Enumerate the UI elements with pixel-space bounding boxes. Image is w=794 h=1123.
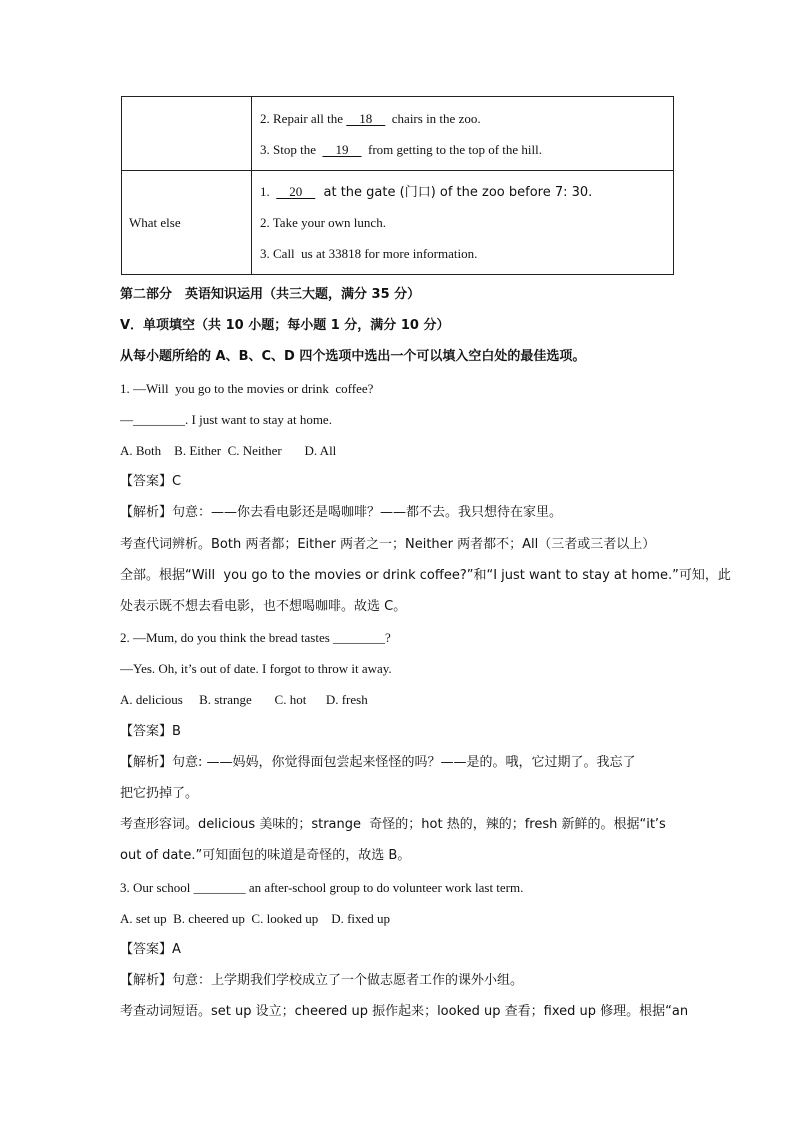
document-body bbox=[120, 279, 731, 1028]
answer-line: 【答案】C bbox=[120, 474, 182, 490]
line-text: 1. bbox=[260, 184, 277, 199]
question-1 bbox=[120, 373, 731, 623]
analysis-line: 【解析】句意：——你去看电影还是喝咖啡？——都不去。我只想待在家里。 bbox=[120, 505, 563, 521]
question-2 bbox=[120, 622, 680, 872]
part-title: 第二部分 英语知识运用（共三大题，满分 35 分） bbox=[120, 287, 421, 302]
notice-table bbox=[121, 96, 674, 275]
table-row-content bbox=[252, 171, 674, 275]
analysis-line: 【解析】句意：上学期我们学校成立了一个做志愿者工作的课外小组。 bbox=[120, 973, 524, 989]
answer-line: 【答案】A bbox=[120, 941, 181, 957]
table-row-content bbox=[252, 97, 674, 171]
table-line bbox=[260, 207, 673, 238]
question-options: A. set up B. cheered up C. looked up D. fixed up bbox=[120, 910, 391, 926]
blank-20: 20 bbox=[276, 184, 316, 199]
analysis-line: out of date.”可知面包的味道是奇怪的，故选 B。 bbox=[120, 848, 411, 864]
question-stem-2: —Yes. Oh, it’s out of date. I forgot to throw it away. bbox=[120, 661, 392, 677]
analysis-line: 【解析】句意: ——妈妈，你觉得面包尝起来怪怪的吗？——是的。哦，它过期了。我忘了 bbox=[120, 754, 636, 770]
question-stem: 2. —Mum, do you think the bread tastes ________? bbox=[120, 630, 391, 646]
section-subtitle: V．单项填空（共 10 小题；每小题 1 分，满分 10 分） bbox=[120, 318, 450, 334]
table-line bbox=[260, 134, 673, 165]
line-text: 3. Stop the bbox=[260, 141, 323, 157]
question-options: A. Both B. Either C. Neither D. All bbox=[120, 442, 337, 458]
question-3 bbox=[120, 872, 689, 1028]
question-stem-2: —________. I just want to stay at home. bbox=[120, 411, 332, 427]
blank-18: 18 bbox=[346, 110, 386, 126]
table-row-label: What else bbox=[122, 171, 252, 275]
question-stem: 1. —Will you go to the movies or drink coffee? bbox=[120, 380, 374, 396]
answer-line: 【答案】B bbox=[120, 723, 181, 739]
analysis-line: 考查动词短语。set up 设立；cheered up 振作起来；looked up 查看；fixed up 修理。根据“an bbox=[120, 1004, 689, 1020]
analysis-line: 处表示既不想去看电影，也不想喝咖啡。故选 C。 bbox=[120, 598, 407, 614]
line-text: 3. Call us at 33818 for more information. bbox=[260, 246, 478, 261]
analysis-line: 考查代词辨析。Both 两者都；Either 两者之一；Neither 两者都不；All（三者或三者以上） bbox=[120, 536, 656, 552]
blank-19: 19 bbox=[322, 141, 362, 157]
table-line bbox=[260, 176, 673, 207]
analysis-line: 全部。根据“Will you go to the movies or drink coffee?”和“I just want to stay at home.”可知，此 bbox=[120, 567, 731, 583]
line-text: 2. Repair all the bbox=[260, 110, 347, 126]
line-text: at the gate (门口) of the zoo before 7: 30. bbox=[315, 185, 593, 200]
table-line bbox=[260, 238, 673, 269]
question-stem: 3. Our school ________ an after-school group to do volunteer work last term. bbox=[120, 879, 524, 895]
table-line bbox=[260, 103, 673, 134]
table-row bbox=[122, 97, 674, 171]
line-text: from getting to the top of the hill. bbox=[361, 141, 543, 157]
analysis-line: 考查形容词。delicious 美味的；strange 奇怪的；hot 热的，辣的；fresh 新鲜的。根据“it’s bbox=[120, 817, 666, 833]
line-text: chairs in the zoo. bbox=[385, 110, 481, 126]
line-text: 2. Take your own lunch. bbox=[260, 215, 386, 230]
section-instruction: 从每小题所给的 A、B、C、D 四个选项中选出一个可以填入空白处的最佳选项。 bbox=[120, 349, 586, 365]
question-options: A. delicious B. strange C. hot D. fresh bbox=[120, 692, 368, 708]
table-row-label bbox=[122, 97, 252, 171]
analysis-line: 把它扔掉了。 bbox=[120, 786, 199, 801]
table-row bbox=[122, 171, 674, 275]
